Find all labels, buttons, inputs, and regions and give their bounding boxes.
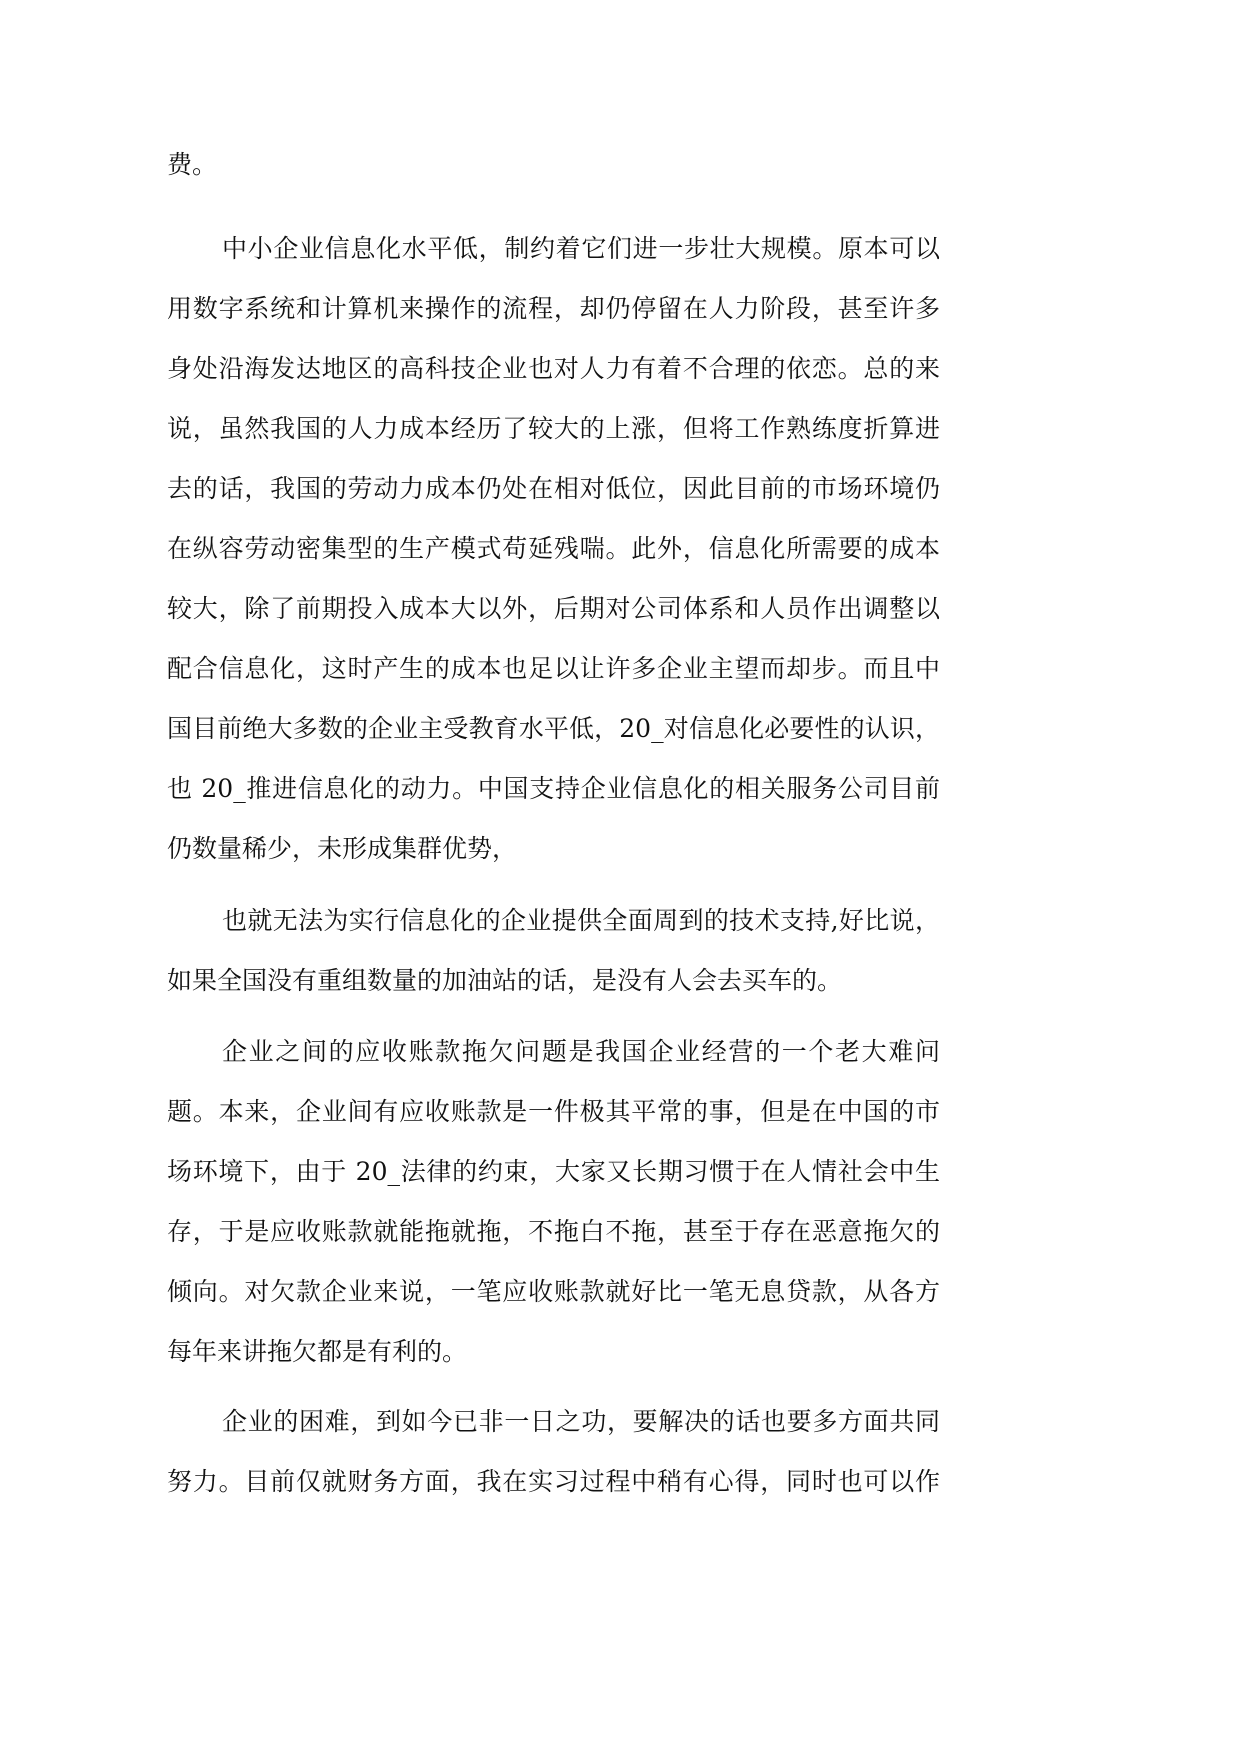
document-page-body bbox=[167, 135, 940, 1512]
text-line: 较大，除了前期投入成本大以外，后期对公司体系和人员作出调整以 bbox=[167, 594, 940, 623]
paragraph bbox=[167, 135, 940, 195]
text-line: 在纵容劳动密集型的生产模式苟延残喘。此外，信息化所需要的成本 bbox=[167, 534, 940, 563]
paragraph bbox=[167, 1392, 940, 1512]
paragraph bbox=[167, 219, 940, 879]
text-line: 中小企业信息化水平低，制约着它们进一步壮大规模。原本可以 bbox=[222, 234, 940, 263]
text-line: 配合信息化，这时产生的成本也足以让许多企业主望而却步。而且中 bbox=[167, 654, 940, 683]
text-line: 倾向。对欠款企业来说，一笔应收账款就好比一笔无息贷款，从各方 bbox=[167, 1277, 940, 1306]
paragraph bbox=[167, 891, 940, 1011]
text-line: 用数字系统和计算机来操作的流程，却仍停留在人力阶段，甚至许多 bbox=[167, 294, 940, 323]
text-line: 去的话，我国的劳动力成本仍处在相对低位，因此目前的市场环境仍 bbox=[167, 474, 940, 503]
text-line: 题。本来，企业间有应收账款是一件极其平常的事，但是在中国的市 bbox=[167, 1097, 940, 1126]
text-line: 存，于是应收账款就能拖就拖，不拖白不拖，甚至于存在恶意拖欠的 bbox=[167, 1217, 940, 1246]
text-line: 也 20_推进信息化的动力。中国支持企业信息化的相关服务公司目前 bbox=[167, 774, 940, 803]
text-line: 说，虽然我国的人力成本经历了较大的上涨，但将工作熟练度折算进 bbox=[167, 414, 940, 443]
text-line: 国目前绝大多数的企业主受教育水平低，20_对信息化必要性的认识， bbox=[167, 714, 940, 743]
text-line: 也就无法为实行信息化的企业提供全面周到的技术支持,好比说， bbox=[222, 906, 940, 935]
text-line: 企业之间的应收账款拖欠问题是我国企业经营的一个老大难问 bbox=[222, 1037, 940, 1066]
text-line: 企业的困难，到如今已非一日之功，要解决的话也要多方面共同 bbox=[222, 1407, 940, 1436]
text-line: 如果全国没有重组数量的加油站的话，是没有人会去买车的。 bbox=[167, 966, 843, 995]
text-line: 费。 bbox=[167, 150, 218, 179]
text-line: 努力。目前仅就财务方面，我在实习过程中稍有心得，同时也可以作 bbox=[167, 1467, 940, 1496]
text-line: 身处沿海发达地区的高科技企业也对人力有着不合理的依恋。总的来 bbox=[167, 354, 940, 383]
text-line: 每年来讲拖欠都是有利的。 bbox=[167, 1337, 468, 1366]
text-line: 仍数量稀少，未形成集群优势， bbox=[167, 834, 518, 863]
text-line: 场环境下，由于 20_法律的约束，大家又长期习惯于在人情社会中生 bbox=[167, 1157, 940, 1186]
paragraph bbox=[167, 1022, 940, 1382]
